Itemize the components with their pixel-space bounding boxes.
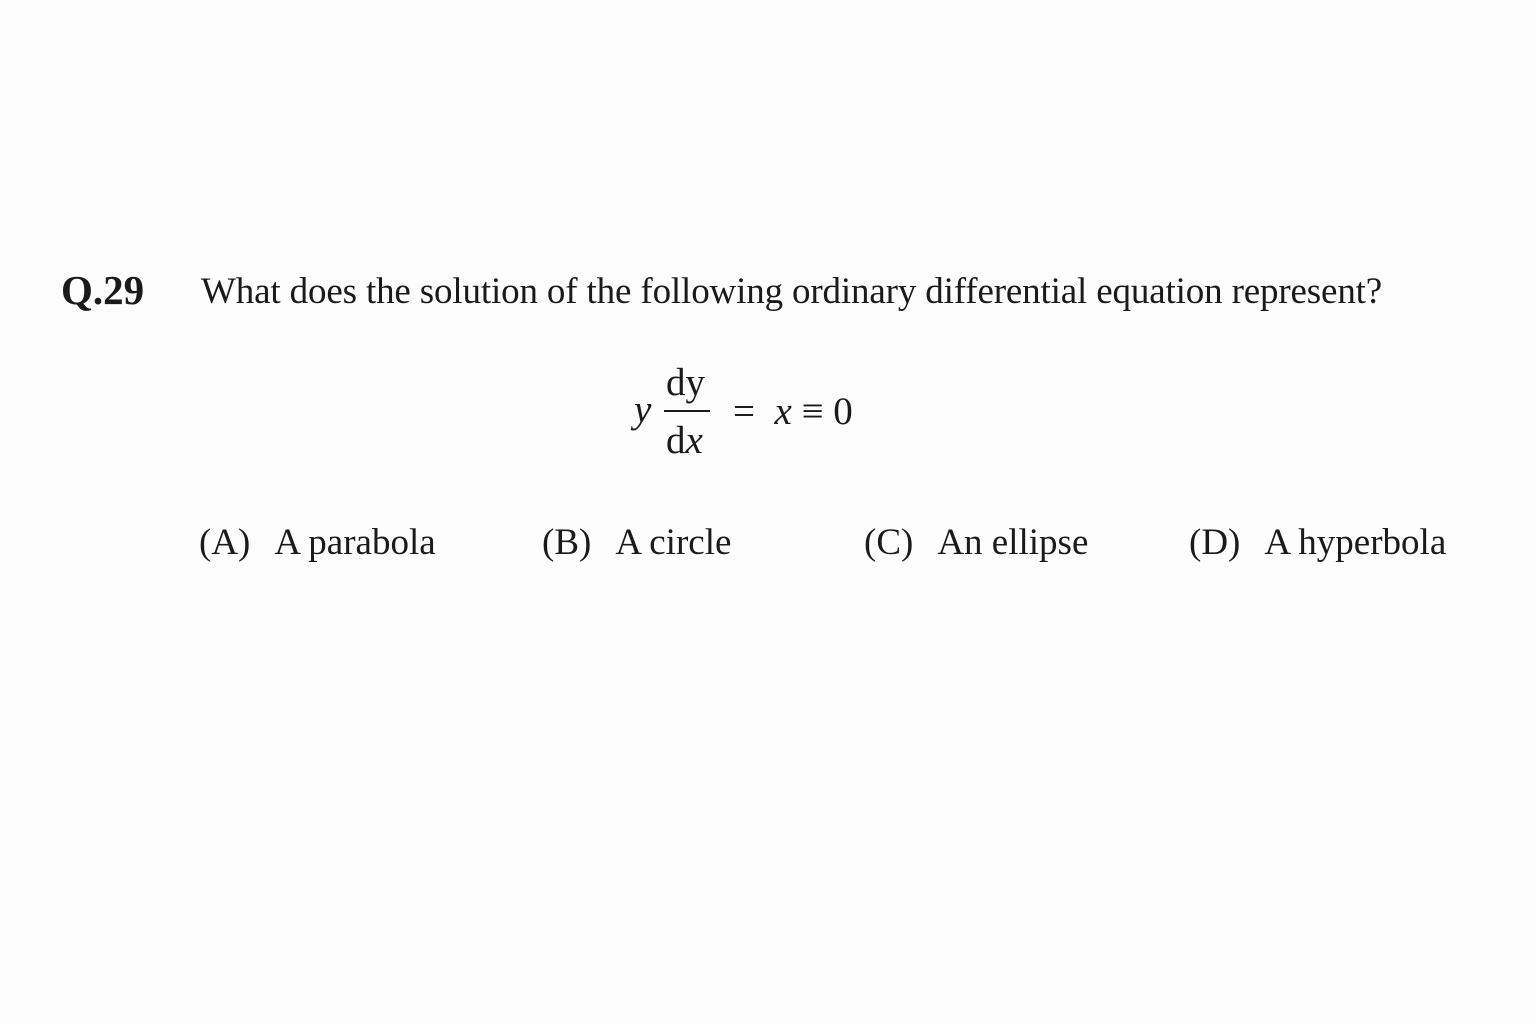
option-c-text: An ellipse <box>937 522 1089 563</box>
option-b-text: A circle <box>615 522 732 563</box>
option-d[interactable] <box>1189 521 1446 565</box>
option-b[interactable] <box>542 521 731 565</box>
option-c[interactable] <box>864 521 1088 565</box>
rhs-rest: ≡ 0 <box>801 390 853 433</box>
fraction-denominator <box>666 420 703 462</box>
fraction-numerator: dy <box>666 361 705 404</box>
denominator-d: d <box>666 419 686 462</box>
fraction-bar <box>664 410 710 412</box>
denominator-variable: x <box>685 419 703 462</box>
equation-lhs-variable: y <box>634 388 652 431</box>
question-text: What does the solution of the following ordinary differential equation represent? <box>201 271 1383 312</box>
option-c-letter: (C) <box>864 522 914 563</box>
question-number: Q.29 <box>61 267 145 313</box>
equation-rhs <box>733 390 853 434</box>
rhs-variable: x <box>774 390 792 433</box>
equals-sign: = <box>733 390 755 433</box>
option-d-letter: (D) <box>1189 522 1241 563</box>
option-a-letter: (A) <box>199 522 251 563</box>
option-b-letter: (B) <box>542 522 592 563</box>
option-a-text: A parabola <box>274 522 436 563</box>
option-d-text: A hyperbola <box>1264 522 1447 563</box>
option-a[interactable] <box>199 521 436 565</box>
